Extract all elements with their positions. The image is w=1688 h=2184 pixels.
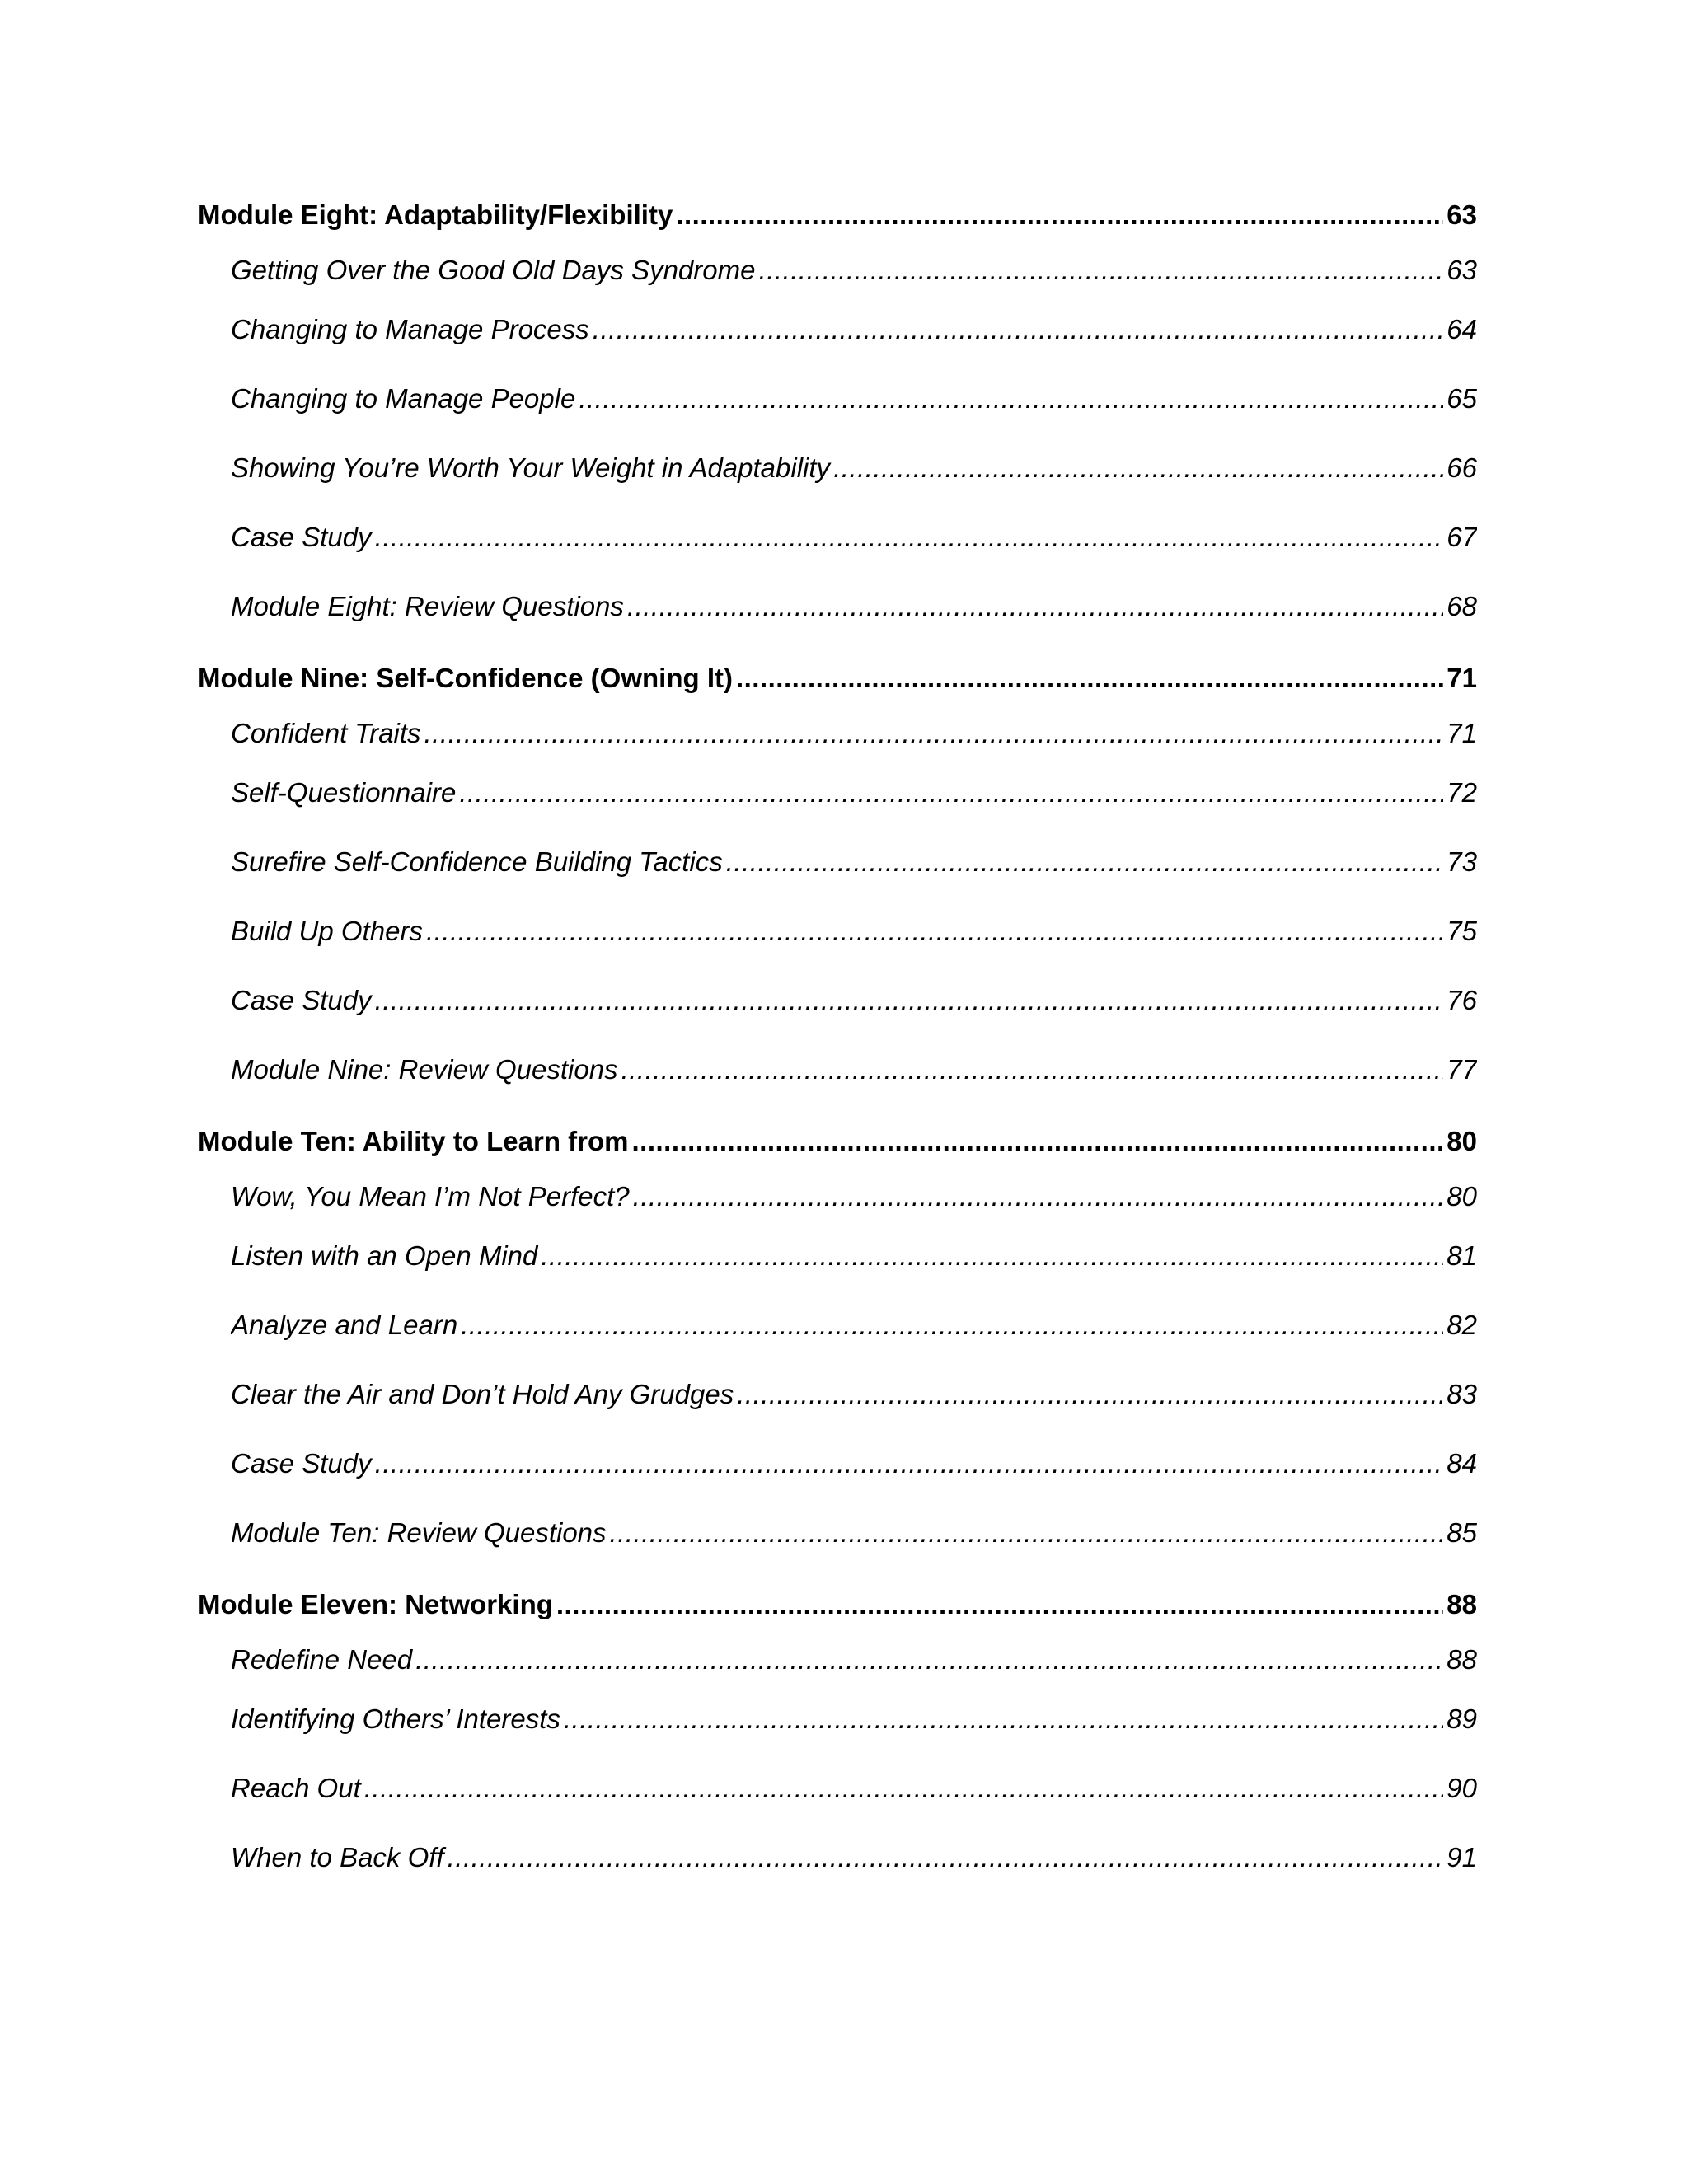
section-title: Module Eight: Review Questions xyxy=(231,591,624,621)
toc-section-entry[interactable] xyxy=(231,1759,1477,1828)
section-title: Reach Out xyxy=(231,1773,361,1803)
dot-leader xyxy=(375,1434,1444,1493)
page-number: 91 xyxy=(1447,1842,1477,1872)
page-number: 83 xyxy=(1447,1379,1477,1409)
page-number: 88 xyxy=(1447,1644,1477,1675)
dot-leader xyxy=(364,1759,1444,1818)
toc-section-entry[interactable] xyxy=(231,300,1477,369)
page-number: 65 xyxy=(1447,383,1477,414)
section-title: Clear the Air and Don’t Hold Any Grudges xyxy=(231,1379,734,1409)
toc-section-entry[interactable] xyxy=(231,1040,1477,1109)
toc-section-entry[interactable] xyxy=(231,1434,1477,1503)
toc-section-entry[interactable] xyxy=(231,1226,1477,1296)
page-number: 76 xyxy=(1447,985,1477,1015)
page-number: 84 xyxy=(1447,1448,1477,1479)
section-title: Surefire Self-Confidence Building Tactics xyxy=(231,846,723,877)
dot-leader xyxy=(448,1828,1444,1887)
page-number: 63 xyxy=(1447,255,1477,285)
dot-leader xyxy=(621,1040,1444,1099)
section-title: Case Study xyxy=(231,522,372,552)
toc-section-entry[interactable] xyxy=(231,704,1477,763)
page-number: 71 xyxy=(1447,663,1477,693)
toc-section-entry[interactable] xyxy=(231,902,1477,971)
section-title: Identifying Others’ Interests xyxy=(231,1704,560,1734)
section-list xyxy=(198,241,1477,646)
toc-section-entry[interactable] xyxy=(231,1630,1477,1690)
section-title: When to Back Off xyxy=(231,1842,444,1872)
dot-leader xyxy=(833,438,1443,498)
toc-section-entry[interactable] xyxy=(231,241,1477,300)
page-number: 63 xyxy=(1447,199,1477,230)
toc-section-entry[interactable] xyxy=(231,1690,1477,1759)
page-number: 77 xyxy=(1447,1054,1477,1085)
dot-leader xyxy=(461,1296,1443,1355)
dot-leader xyxy=(632,1116,1444,1167)
page-number: 82 xyxy=(1447,1310,1477,1340)
dot-leader xyxy=(593,300,1444,359)
page-number: 67 xyxy=(1447,522,1477,552)
toc-section-entry[interactable] xyxy=(231,1365,1477,1434)
page-number: 90 xyxy=(1447,1773,1477,1803)
section-title: Confident Traits xyxy=(231,718,421,748)
toc-section-entry[interactable] xyxy=(231,971,1477,1040)
toc-section-entry[interactable] xyxy=(231,1503,1477,1572)
section-title: Analyze and Learn xyxy=(231,1310,458,1340)
section-title: Build Up Others xyxy=(231,916,423,946)
toc-section-entry[interactable] xyxy=(231,1167,1477,1226)
page-number: 85 xyxy=(1447,1517,1477,1548)
dot-leader xyxy=(676,190,1443,241)
page-number: 66 xyxy=(1447,452,1477,483)
toc-section-entry[interactable] xyxy=(231,763,1477,832)
toc-module-heading[interactable] xyxy=(198,1579,1477,1630)
dot-leader xyxy=(737,1365,1443,1424)
section-title: Changing to Manage Process xyxy=(231,314,589,344)
dot-leader xyxy=(726,832,1444,892)
dot-leader xyxy=(579,369,1443,429)
module-title: Module Ten: Ability to Learn from xyxy=(198,1126,629,1156)
section-title: Showing You’re Worth Your Weight in Adaptability xyxy=(231,452,831,483)
dot-leader xyxy=(375,971,1444,1030)
page-number: 72 xyxy=(1447,777,1477,808)
dot-leader xyxy=(627,577,1443,636)
section-title: Module Nine: Review Questions xyxy=(231,1054,618,1085)
dot-leader xyxy=(375,508,1444,567)
page-number: 68 xyxy=(1447,591,1477,621)
section-title: Redefine Need xyxy=(231,1644,413,1675)
module-title: Module Nine: Self-Confidence (Owning It) xyxy=(198,663,733,693)
section-title: Wow, You Mean I’m Not Perfect? xyxy=(231,1181,630,1212)
toc-section-entry[interactable] xyxy=(231,369,1477,438)
toc-module-eleven xyxy=(198,1579,1477,1897)
toc-section-entry[interactable] xyxy=(231,832,1477,902)
section-title: Module Ten: Review Questions xyxy=(231,1517,607,1548)
dot-leader xyxy=(610,1503,1444,1563)
dot-leader xyxy=(426,902,1443,961)
section-title: Listen with an Open Mind xyxy=(231,1240,538,1271)
section-title: Self-Questionnaire xyxy=(231,777,457,808)
toc-section-entry[interactable] xyxy=(231,438,1477,508)
toc-module-heading[interactable] xyxy=(198,190,1477,241)
section-list xyxy=(198,1167,1477,1572)
toc-module-heading[interactable] xyxy=(198,1116,1477,1167)
page-number: 71 xyxy=(1447,718,1477,748)
page-number: 88 xyxy=(1447,1589,1477,1619)
dot-leader xyxy=(541,1226,1443,1286)
page-number: 81 xyxy=(1447,1240,1477,1271)
module-title: Module Eight: Adaptability/Flexibility xyxy=(198,199,673,230)
toc-module-nine xyxy=(198,653,1477,1109)
page-number: 89 xyxy=(1447,1704,1477,1734)
section-title: Case Study xyxy=(231,1448,372,1479)
toc-section-entry[interactable] xyxy=(231,1296,1477,1365)
dot-leader xyxy=(424,704,1443,763)
toc-section-entry[interactable] xyxy=(231,508,1477,577)
toc-section-entry[interactable] xyxy=(231,1828,1477,1897)
dot-leader xyxy=(736,653,1443,704)
table-of-contents xyxy=(198,190,1477,1897)
dot-leader xyxy=(459,763,1443,823)
dot-leader xyxy=(415,1630,1443,1690)
section-title: Case Study xyxy=(231,985,372,1015)
page-number: 80 xyxy=(1447,1126,1477,1156)
page-number: 64 xyxy=(1447,314,1477,344)
toc-module-heading[interactable] xyxy=(198,653,1477,704)
module-title: Module Eleven: Networking xyxy=(198,1589,553,1619)
page-number: 73 xyxy=(1447,846,1477,877)
page-number: 75 xyxy=(1447,916,1477,946)
dot-leader xyxy=(556,1579,1443,1630)
toc-module-ten xyxy=(198,1116,1477,1572)
page-number: 80 xyxy=(1447,1181,1477,1212)
section-title: Getting Over the Good Old Days Syndrome xyxy=(231,255,756,285)
dot-leader xyxy=(633,1167,1444,1226)
section-list xyxy=(198,704,1477,1109)
dot-leader xyxy=(758,241,1443,300)
toc-section-entry[interactable] xyxy=(231,577,1477,646)
section-list xyxy=(198,1630,1477,1897)
dot-leader xyxy=(564,1690,1443,1749)
toc-module-eight xyxy=(198,190,1477,646)
section-title: Changing to Manage People xyxy=(231,383,576,414)
